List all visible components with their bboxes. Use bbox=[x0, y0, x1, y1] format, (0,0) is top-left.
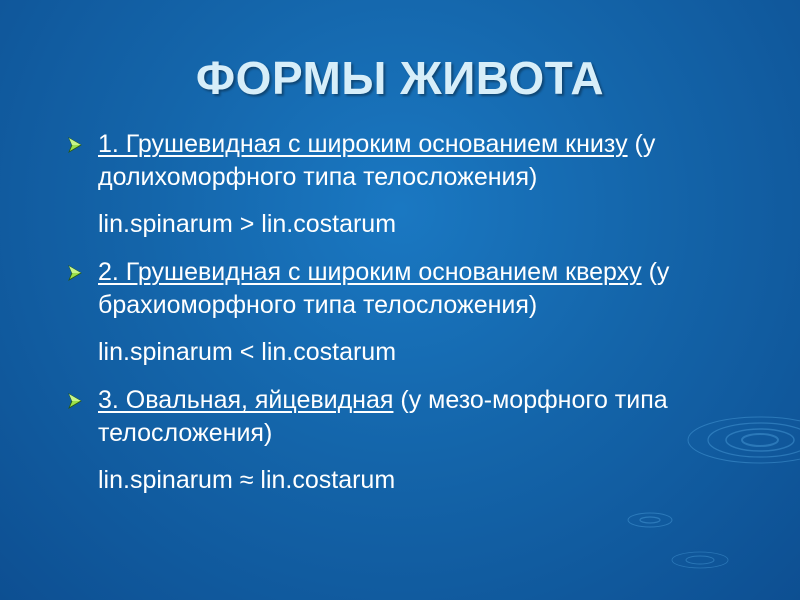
bullet-item-3-text: (у мезо-морфного типа телосложения) bbox=[98, 386, 668, 447]
formula-2: lin.spinarum < lin.costarum bbox=[98, 338, 397, 366]
formula-3: lin.spinarum ≈ lin.costarum bbox=[98, 466, 396, 494]
arrow-bullet-icon bbox=[68, 265, 82, 281]
formula-1: lin.spinarum > lin.costarum bbox=[98, 210, 397, 238]
bullet-item-2-text: (у брахиоморфного типа телосложения) bbox=[98, 258, 670, 319]
bullet-item-3 bbox=[68, 384, 688, 450]
bullet-list bbox=[68, 128, 688, 497]
arrow-bullet-icon bbox=[68, 393, 82, 409]
bullet-item-2-underlined: 2. Грушевидная с широким основанием кверху bbox=[98, 258, 642, 286]
bullet-item-1 bbox=[68, 128, 688, 194]
bullet-item-3-underlined: 3. Овальная, яйцевидная bbox=[98, 386, 394, 414]
bullet-item-2 bbox=[68, 256, 688, 322]
bullet-item-1-text: (у долихоморфного типа телосложения) bbox=[98, 130, 656, 191]
slide-title: ФОРМЫ ЖИВОТА bbox=[195, 52, 605, 104]
bullet-item-1-underlined: 1. Грушевидная с широким основанием книзу bbox=[98, 130, 628, 158]
arrow-bullet-icon bbox=[68, 137, 82, 153]
